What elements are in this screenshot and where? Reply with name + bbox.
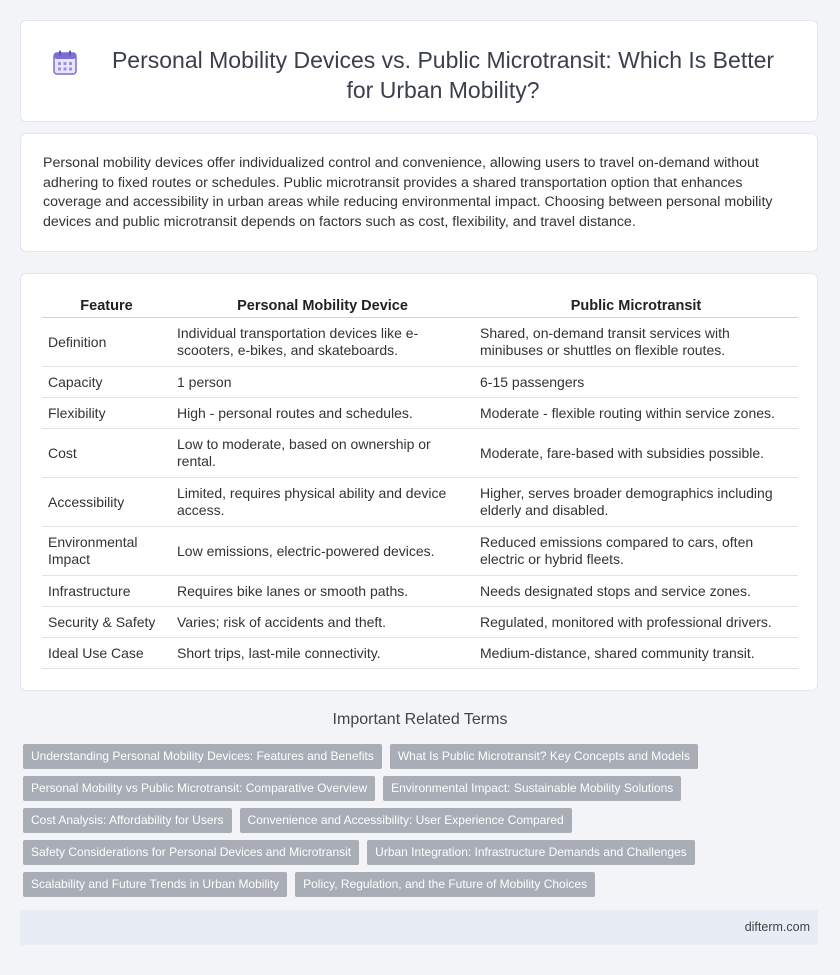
header-personal-mobility: Personal Mobility Device <box>171 295 474 318</box>
table-row <box>42 398 798 429</box>
microtransit-cell: Needs designated stops and service zones. <box>474 576 798 607</box>
related-term-link[interactable]: Scalability and Future Trends in Urban Mobility <box>23 872 287 897</box>
footer <box>20 910 818 945</box>
related-term-link[interactable]: What Is Public Microtransit? Key Concepts and Models <box>390 744 698 769</box>
microtransit-cell: Reduced emissions compared to cars, often electric or hybrid fleets. <box>474 527 798 576</box>
microtransit-cell: Higher, serves broader demographics including elderly and disabled. <box>474 478 798 527</box>
feature-cell: Cost <box>42 429 171 478</box>
tag-row <box>23 872 703 897</box>
microtransit-cell: Regulated, monitored with professional drivers. <box>474 607 798 638</box>
personal-cell: Varies; risk of accidents and theft. <box>171 607 474 638</box>
personal-cell: Low emissions, electric-powered devices. <box>171 527 474 576</box>
table-row <box>42 318 798 367</box>
header-public-microtransit: Public Microtransit <box>474 295 798 318</box>
personal-cell: Low to moderate, based on ownership or rental. <box>171 429 474 478</box>
intro-card <box>20 133 818 252</box>
feature-cell: Capacity <box>42 367 171 398</box>
tag-row <box>23 776 703 801</box>
personal-cell: 1 person <box>171 367 474 398</box>
title-card <box>20 20 818 122</box>
related-term-link[interactable]: Safety Considerations for Personal Devices and Microtransit <box>23 840 359 865</box>
feature-cell: Accessibility <box>42 478 171 527</box>
table-row <box>42 478 798 527</box>
tag-row <box>23 808 703 833</box>
related-term-link[interactable]: Environmental Impact: Sustainable Mobility Solutions <box>383 776 681 801</box>
personal-cell: Limited, requires physical ability and device access. <box>171 478 474 527</box>
related-term-link[interactable]: Cost Analysis: Affordability for Users <box>23 808 232 833</box>
related-term-link[interactable]: Personal Mobility vs Public Microtransit: Comparative Overview <box>23 776 375 801</box>
table-row <box>42 607 798 638</box>
table-header-row <box>42 295 798 318</box>
microtransit-cell: Shared, on-demand transit services with minibuses or shuttles on flexible routes. <box>474 318 798 367</box>
microtransit-cell: Moderate - flexible routing within service zones. <box>474 398 798 429</box>
table-row <box>42 638 798 669</box>
table-row <box>42 367 798 398</box>
feature-cell: Ideal Use Case <box>42 638 171 669</box>
personal-cell: Individual transportation devices like e-scooters, e-bikes, and skateboards. <box>171 318 474 367</box>
table-row <box>42 576 798 607</box>
comparison-table <box>42 295 798 669</box>
related-terms-heading: Important Related Terms <box>332 711 508 728</box>
personal-cell: Requires bike lanes or smooth paths. <box>171 576 474 607</box>
personal-cell: Short trips, last-mile connectivity. <box>171 638 474 669</box>
related-term-link[interactable]: Understanding Personal Mobility Devices: Features and Benefits <box>23 744 382 769</box>
page-title: Personal Mobility Devices vs. Public Microtransit: Which Is Better for Urban Mobility? <box>111 47 775 103</box>
related-terms-list <box>23 744 703 904</box>
feature-cell: Security & Safety <box>42 607 171 638</box>
feature-cell: Flexibility <box>42 398 171 429</box>
header-feature: Feature <box>42 295 171 318</box>
microtransit-cell: Moderate, fare-based with subsidies possible. <box>474 429 798 478</box>
feature-cell: Environmental Impact <box>42 527 171 576</box>
feature-cell: Definition <box>42 318 171 367</box>
microtransit-cell: Medium-distance, shared community transit. <box>474 638 798 669</box>
calendar-icon <box>51 49 79 77</box>
table-row <box>42 527 798 576</box>
footer-site-link[interactable]: difterm.com <box>744 920 810 934</box>
related-term-link[interactable]: Policy, Regulation, and the Future of Mobility Choices <box>295 872 595 897</box>
related-term-link[interactable]: Convenience and Accessibility: User Experience Compared <box>240 808 572 833</box>
feature-cell: Infrastructure <box>42 576 171 607</box>
table-row <box>42 429 798 478</box>
microtransit-cell: 6-15 passengers <box>474 367 798 398</box>
comparison-card <box>20 273 818 691</box>
related-term-link[interactable]: Urban Integration: Infrastructure Demands and Challenges <box>367 840 695 865</box>
personal-cell: High - personal routes and schedules. <box>171 398 474 429</box>
tag-row <box>23 840 703 865</box>
intro-paragraph: Personal mobility devices offer individualized control and convenience, allowing users to travel on-demand without adhering to fixed routes or schedules. Public microtransit provides a shared transportation option that enhances coverage and accessibility in urban areas while reducing environmental impact. Choosing between personal mobility devices and public microtransit depends on factors such as cost, flexibility, and travel distance. <box>43 155 773 230</box>
tag-row <box>23 744 703 769</box>
